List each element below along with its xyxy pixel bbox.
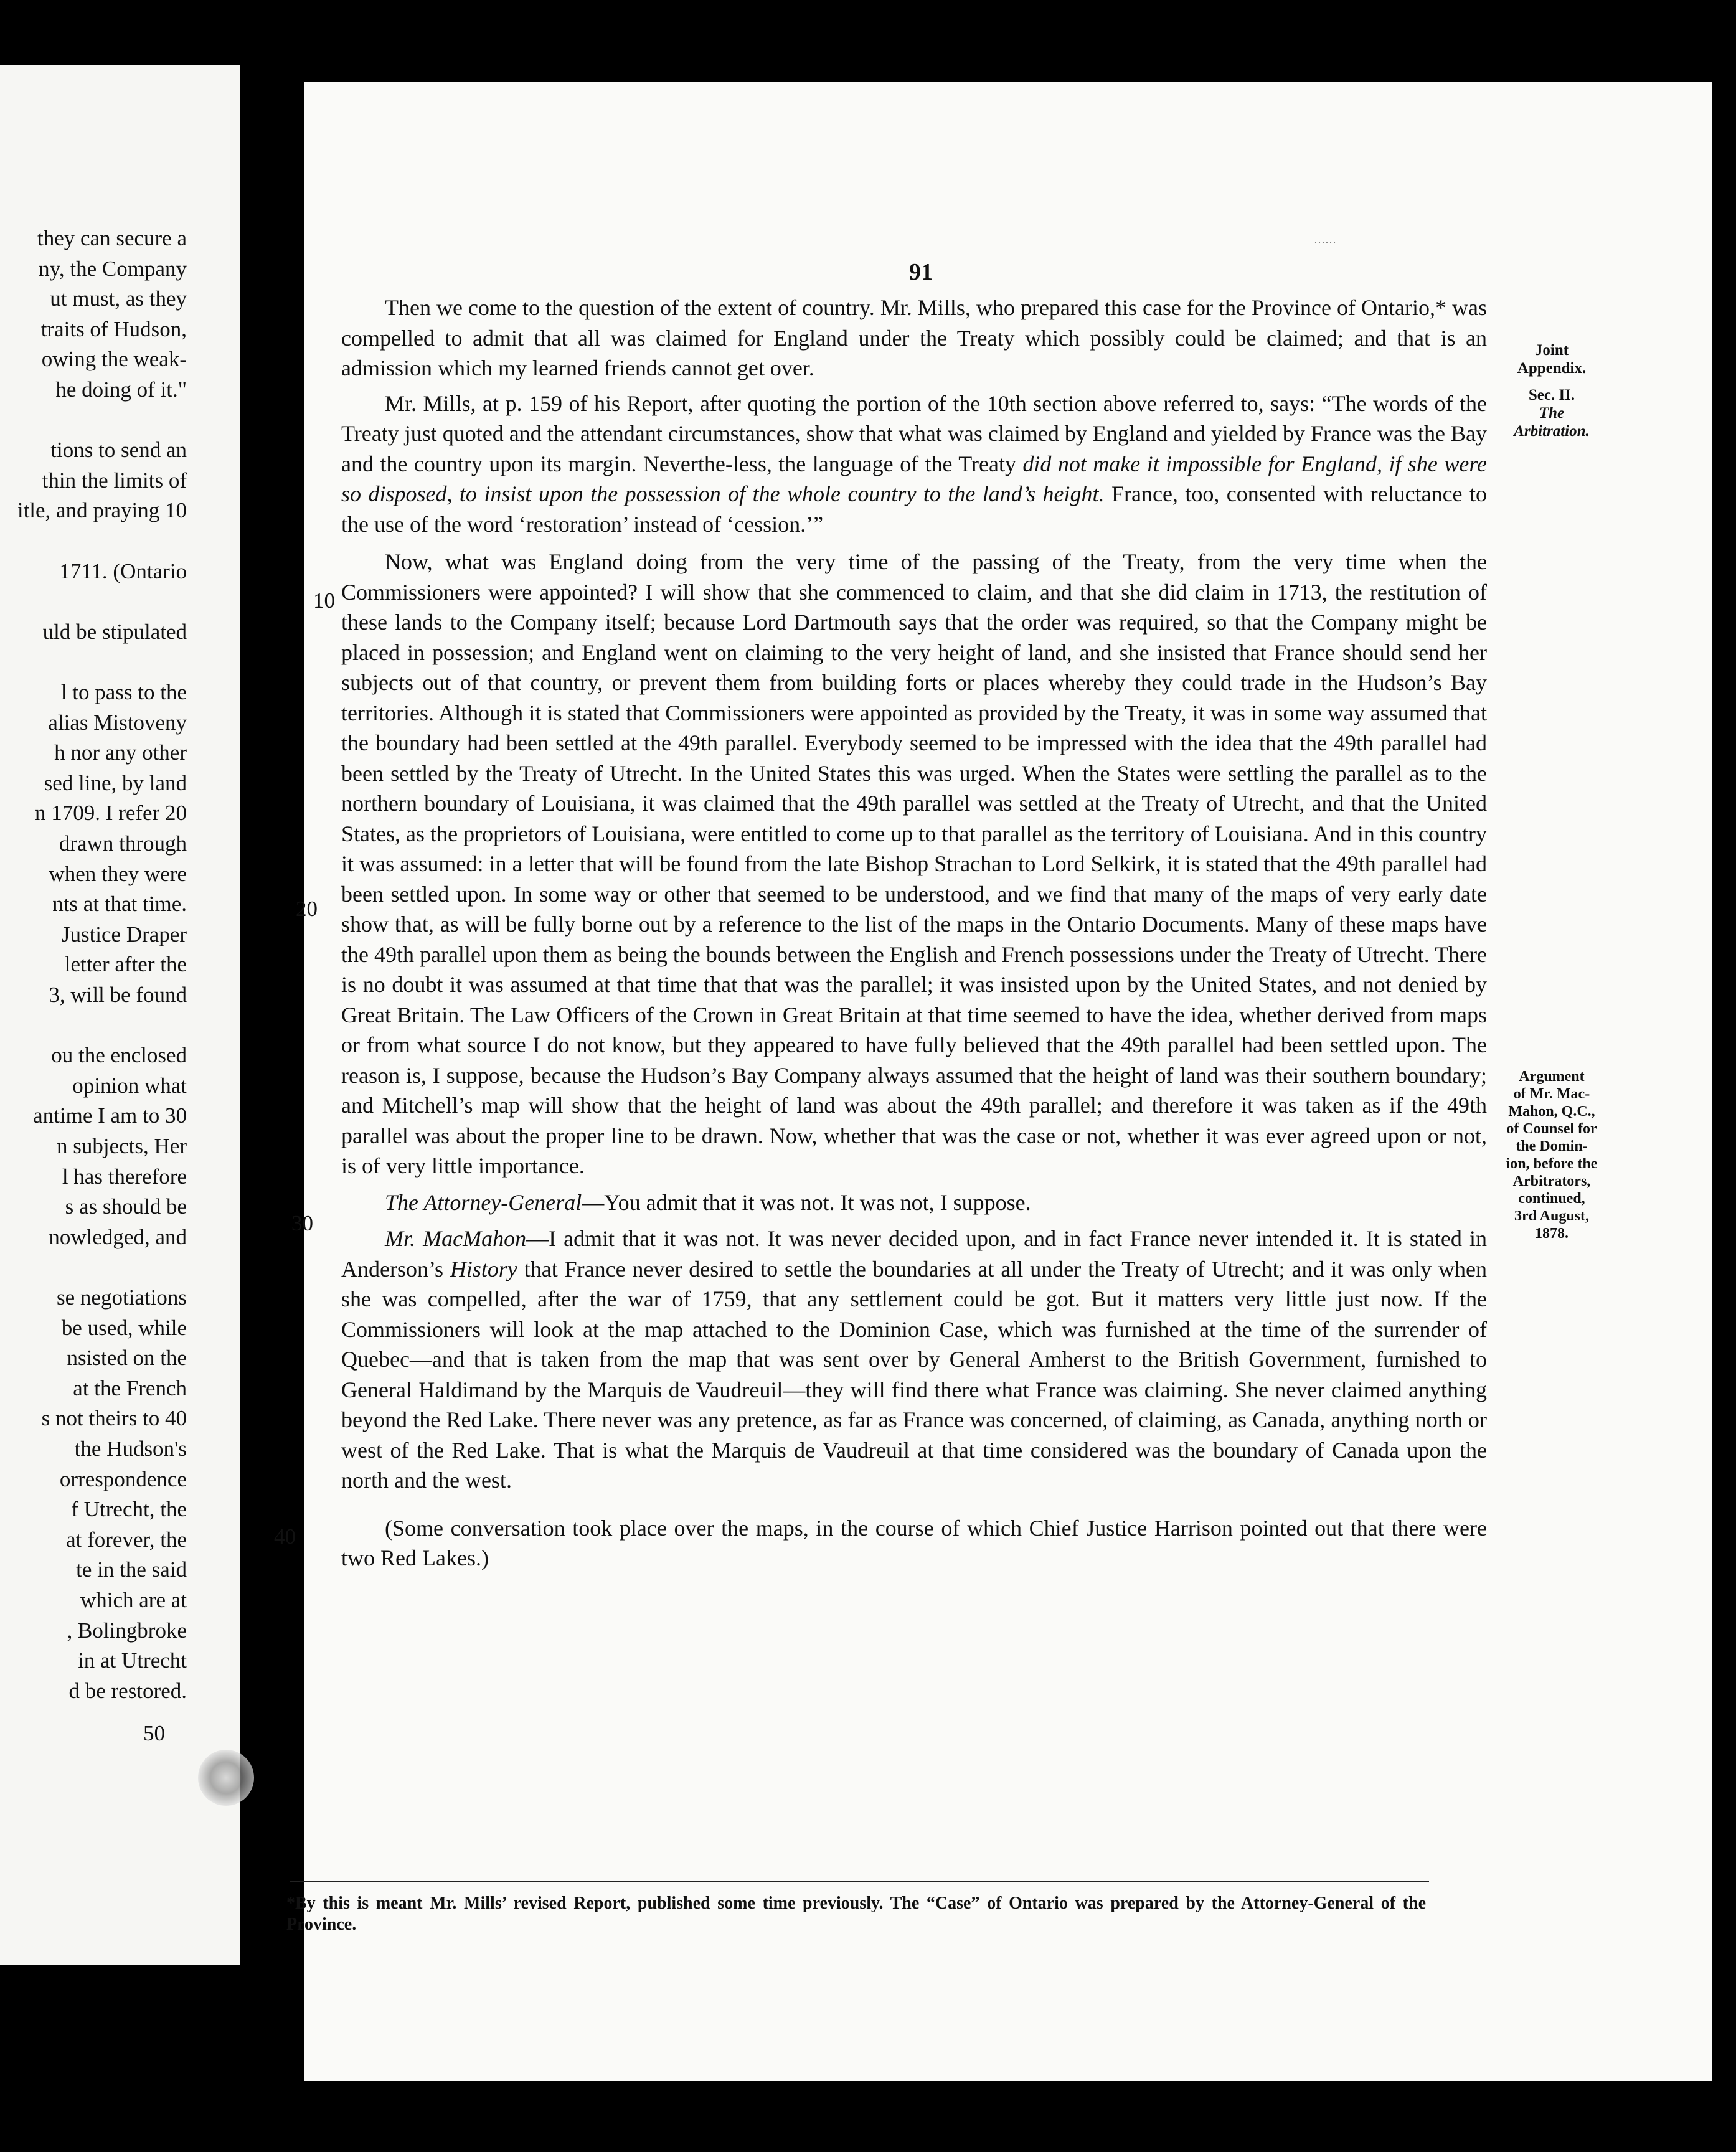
left-page-line: letter after the bbox=[64, 952, 187, 977]
paragraph-conversation: (Some conversation took place over the maps, in the course of which Chief Justice Harrison pointed out that there were two Red Lakes.) bbox=[341, 1515, 1487, 1570]
margin-note-line: Appendix. bbox=[1517, 360, 1587, 377]
main-text bbox=[341, 293, 1487, 1574]
paragraph-macmahon: Mr. MacMahon—I admit that it was not. It was never decided upon, and in fact France never intended it. It is stated in Anderson’s History that France never desired to settle the boundaries at all under the Treaty of Utrecht; and it was only when she was compelled, after the war of 1759, that any settlement could be got. But it matters very little just now. If the Commissioners will look at the map attached to the Dominion Case, which was furnished at the time of the surrender of Quebec—and that is taken from the map that was sent over by General Amherst to the British Government, furnished to General Haldimand by the Marquis de Vaudreuil—they will find there what France was claiming. She never claimed anything beyond the Red Lake. There never was any pretence, as far as France was concerned, of claiming, as Canada, anything north or west of the Red Lake. That is what the Marquis de Vaudreuil at that time considered was the boundary of Canada upon the north and the west. bbox=[341, 1226, 1487, 1493]
line-number-30: 30 bbox=[291, 1211, 313, 1235]
left-page-line: be used, while bbox=[61, 1315, 187, 1340]
left-page-line: 50 bbox=[143, 1721, 165, 1746]
margin-note-line: the Domin- bbox=[1516, 1138, 1588, 1154]
line-number-10: 10 bbox=[313, 588, 335, 613]
left-page-line: at the French bbox=[73, 1376, 187, 1400]
left-page-line: n subjects, Her bbox=[57, 1134, 187, 1158]
margin-note-line: of Mr. Mac- bbox=[1513, 1086, 1590, 1102]
left-page-line: nsisted on the bbox=[67, 1346, 187, 1371]
margin-note-line: Arbitrators, bbox=[1512, 1173, 1591, 1189]
page-speck: …… bbox=[1314, 234, 1336, 246]
left-page-line: antime I am to 30 bbox=[33, 1103, 187, 1128]
left-page-line: he doing of it." bbox=[55, 377, 187, 402]
margin-note-line: 1878. bbox=[1535, 1225, 1569, 1242]
left-page-line: nowledged, and bbox=[49, 1224, 187, 1249]
left-page-line: sed line, by land bbox=[44, 770, 187, 795]
speaker-name: The Attorney-General bbox=[385, 1189, 582, 1215]
margin-note-line: ion, before the bbox=[1506, 1156, 1598, 1172]
left-page-line: d be restored. bbox=[68, 1678, 187, 1703]
left-page-line: traits of Hudson, bbox=[40, 316, 187, 341]
left-page-line: which are at bbox=[80, 1588, 187, 1612]
margin-note-line: Mahon, Q.C., bbox=[1508, 1103, 1595, 1120]
margin-note-line: of Counsel for bbox=[1506, 1121, 1597, 1137]
paragraph-england-claims: Now, what was England doing from the very time of the passing of the Treaty, from the very time when the Commissioners were appointed? I will show that she commenced to claim, and that she did claim in 1713, the restitution of these lands to the Company itself; because Lord Dartmouth says that the order was required, so that the Company might be placed in possession; and England went on claiming to the very height of land, and she insisted that France should send her subjects out of that country, or prevent them from building forts or places whereby they could trade in the Hudson’s Bay territories. Although it is stated that Commissioners were appointed as provided by the Treaty, it was in some way assumed that the boundary had been settled at the 49th parallel. Everybody seemed to be impressed with the idea that the 49th parallel had been settled by the Treaty of Utrecht. In the United States this was urged. When the States were settling the parallel as to the northern boundary of Louisiana, it was claimed that the 49th parallel was settled at the Treaty of Utrecht, and that the United States, as the proprietors of Louisiana, were entitled to come up to that parallel as the territory of Louisiana. And in this country it was assumed: in a letter that will be found from the late Bishop Strachan to Lord Selkirk, it is stated that the 49th parallel had been settled upon. In some way or other that seemed to be understood, and we find that many of the maps of very early date show that, as will be fully borne out by a reference to the list of the maps in the Ontario Documents. Many of these maps have the 49th parallel upon them as being the bounds between the English and French possessions under the Treaty of Utrecht. There is no doubt it was assumed at that time that that was the parallel; it was insisted upon by the United States, and not denied by Great Britain. The Law Officers of the Crown in Great Britain at that time seemed to have the idea, whether derived from maps or from what source I do not know, but they appeared to have fully believed that the 49th parallel had been settled upon. The reason is, I suppose, because the Hudson’s Bay Company always assumed that the height of land was their southern boundary; and Mitchell’s map will show that the height of land was about the 49th parallel; and therefore it was taken as if the 49th parallel was about the proper line to be drawn. Now, whether that was the case or not, whether it was ever agreed upon or not, is of very little importance. bbox=[341, 549, 1487, 1178]
left-page-line: at forever, the bbox=[66, 1527, 187, 1552]
left-page-line: s not theirs to 40 bbox=[41, 1406, 187, 1431]
footnote-rule bbox=[290, 1881, 1429, 1882]
paragraph-attorney-general: The Attorney-General—You admit that it was not. It was not, I suppose. bbox=[385, 1189, 1031, 1215]
line-number-20: 20 bbox=[296, 897, 318, 921]
left-page-line: , Bolingbroke bbox=[67, 1618, 187, 1643]
left-page-line: orrespondence bbox=[59, 1466, 187, 1491]
paragraph-mills-report: Mr. Mills, at p. 159 of his Report, after quoting the portion of the 10th section above referred to, says: “The words of the Treaty just quoted and the attendant circumstances, show that what was claimed by England and yielded by France was the Bay and the country upon its margin. Neverthe-less, the language of the Treaty did not make it impossible for England, if she were so disposed, to insist upon the possession of the whole country to the land’s height. France, too, consented with reluctance to the use of the word ‘restoration’ instead of ‘cession.’” bbox=[341, 390, 1487, 537]
left-page-line: 1711. (Ontario bbox=[59, 559, 187, 583]
italic-quote: did not make it impossible for England, if she were so disposed, to insist upon the possession of the whole country to the land’s height. bbox=[341, 451, 1487, 506]
left-page-line: thin the limits of bbox=[42, 468, 187, 493]
left-page-line: se negotiations bbox=[57, 1285, 187, 1310]
paragraph-extent-of-country: Then we come to the question of the extent of country. Mr. Mills, who prepared this case for the Province of Ontario,* was compelled to admit that all was claimed for England under the Treaty which possibly could be claimed; and that is an admission which my learned friends cannot get over. bbox=[341, 295, 1487, 380]
margin-note-line: continued, bbox=[1518, 1191, 1585, 1207]
left-page-line: when they were bbox=[49, 861, 187, 886]
margin-note-line: Arbitration. bbox=[1514, 423, 1590, 440]
library-stamp-icon bbox=[198, 1750, 254, 1806]
left-page-line: 3, will be found bbox=[49, 983, 187, 1007]
left-page-line: uld be stipulated bbox=[42, 619, 187, 644]
left-page-line: alias Mistoveny bbox=[48, 710, 187, 735]
margin-note-joint-appendix bbox=[1489, 341, 1614, 440]
left-page-line: s as should be bbox=[65, 1194, 187, 1219]
left-page-line: they can secure a bbox=[37, 226, 187, 250]
page-number: 91 bbox=[909, 259, 933, 285]
left-facing-page bbox=[0, 65, 240, 1965]
left-page-line: owing the weak- bbox=[41, 347, 187, 372]
line-number-40: 40 bbox=[274, 1524, 296, 1549]
left-page-line: nts at that time. bbox=[52, 892, 187, 917]
italic-title: History bbox=[450, 1256, 517, 1281]
left-page-line: ny, the Company bbox=[39, 256, 187, 281]
margin-note-line: Joint bbox=[1534, 342, 1569, 359]
left-page-line: l has therefore bbox=[62, 1164, 187, 1189]
margin-note-line: Sec. II. bbox=[1528, 387, 1575, 404]
left-page-line: ut must, as they bbox=[50, 286, 187, 311]
left-page-line: f Utrecht, the bbox=[71, 1497, 187, 1522]
left-page-line: Justice Draper bbox=[61, 922, 187, 946]
left-page-line: drawn through bbox=[59, 831, 187, 856]
left-page-line: te in the said bbox=[76, 1557, 187, 1582]
left-page-line: n 1709. I refer 20 bbox=[35, 801, 187, 826]
left-page-line: tions to send an bbox=[50, 438, 187, 463]
margin-note-line: Argument bbox=[1519, 1069, 1585, 1085]
footnote: *By this is meant Mr. Mills’ revised Report, published some time previously. The “Case” of Ontario was prepared by the Attorney-General of the Province. bbox=[286, 1894, 1426, 1934]
margin-note-line: The bbox=[1539, 405, 1565, 422]
left-page-line: h nor any other bbox=[54, 740, 187, 765]
left-page-line: itle, and praying 10 bbox=[17, 498, 187, 523]
left-page-line: l to pass to the bbox=[60, 680, 187, 704]
margin-note-line: 3rd August, bbox=[1514, 1208, 1590, 1224]
speaker-name: Mr. MacMahon bbox=[385, 1226, 527, 1251]
margin-note-argument bbox=[1489, 1068, 1614, 1242]
left-page-line: ou the enclosed bbox=[51, 1043, 187, 1068]
left-page-line: the Hudson's bbox=[74, 1437, 187, 1461]
left-page-line: opinion what bbox=[72, 1073, 187, 1098]
left-page-line: in at Utrecht bbox=[78, 1648, 187, 1673]
